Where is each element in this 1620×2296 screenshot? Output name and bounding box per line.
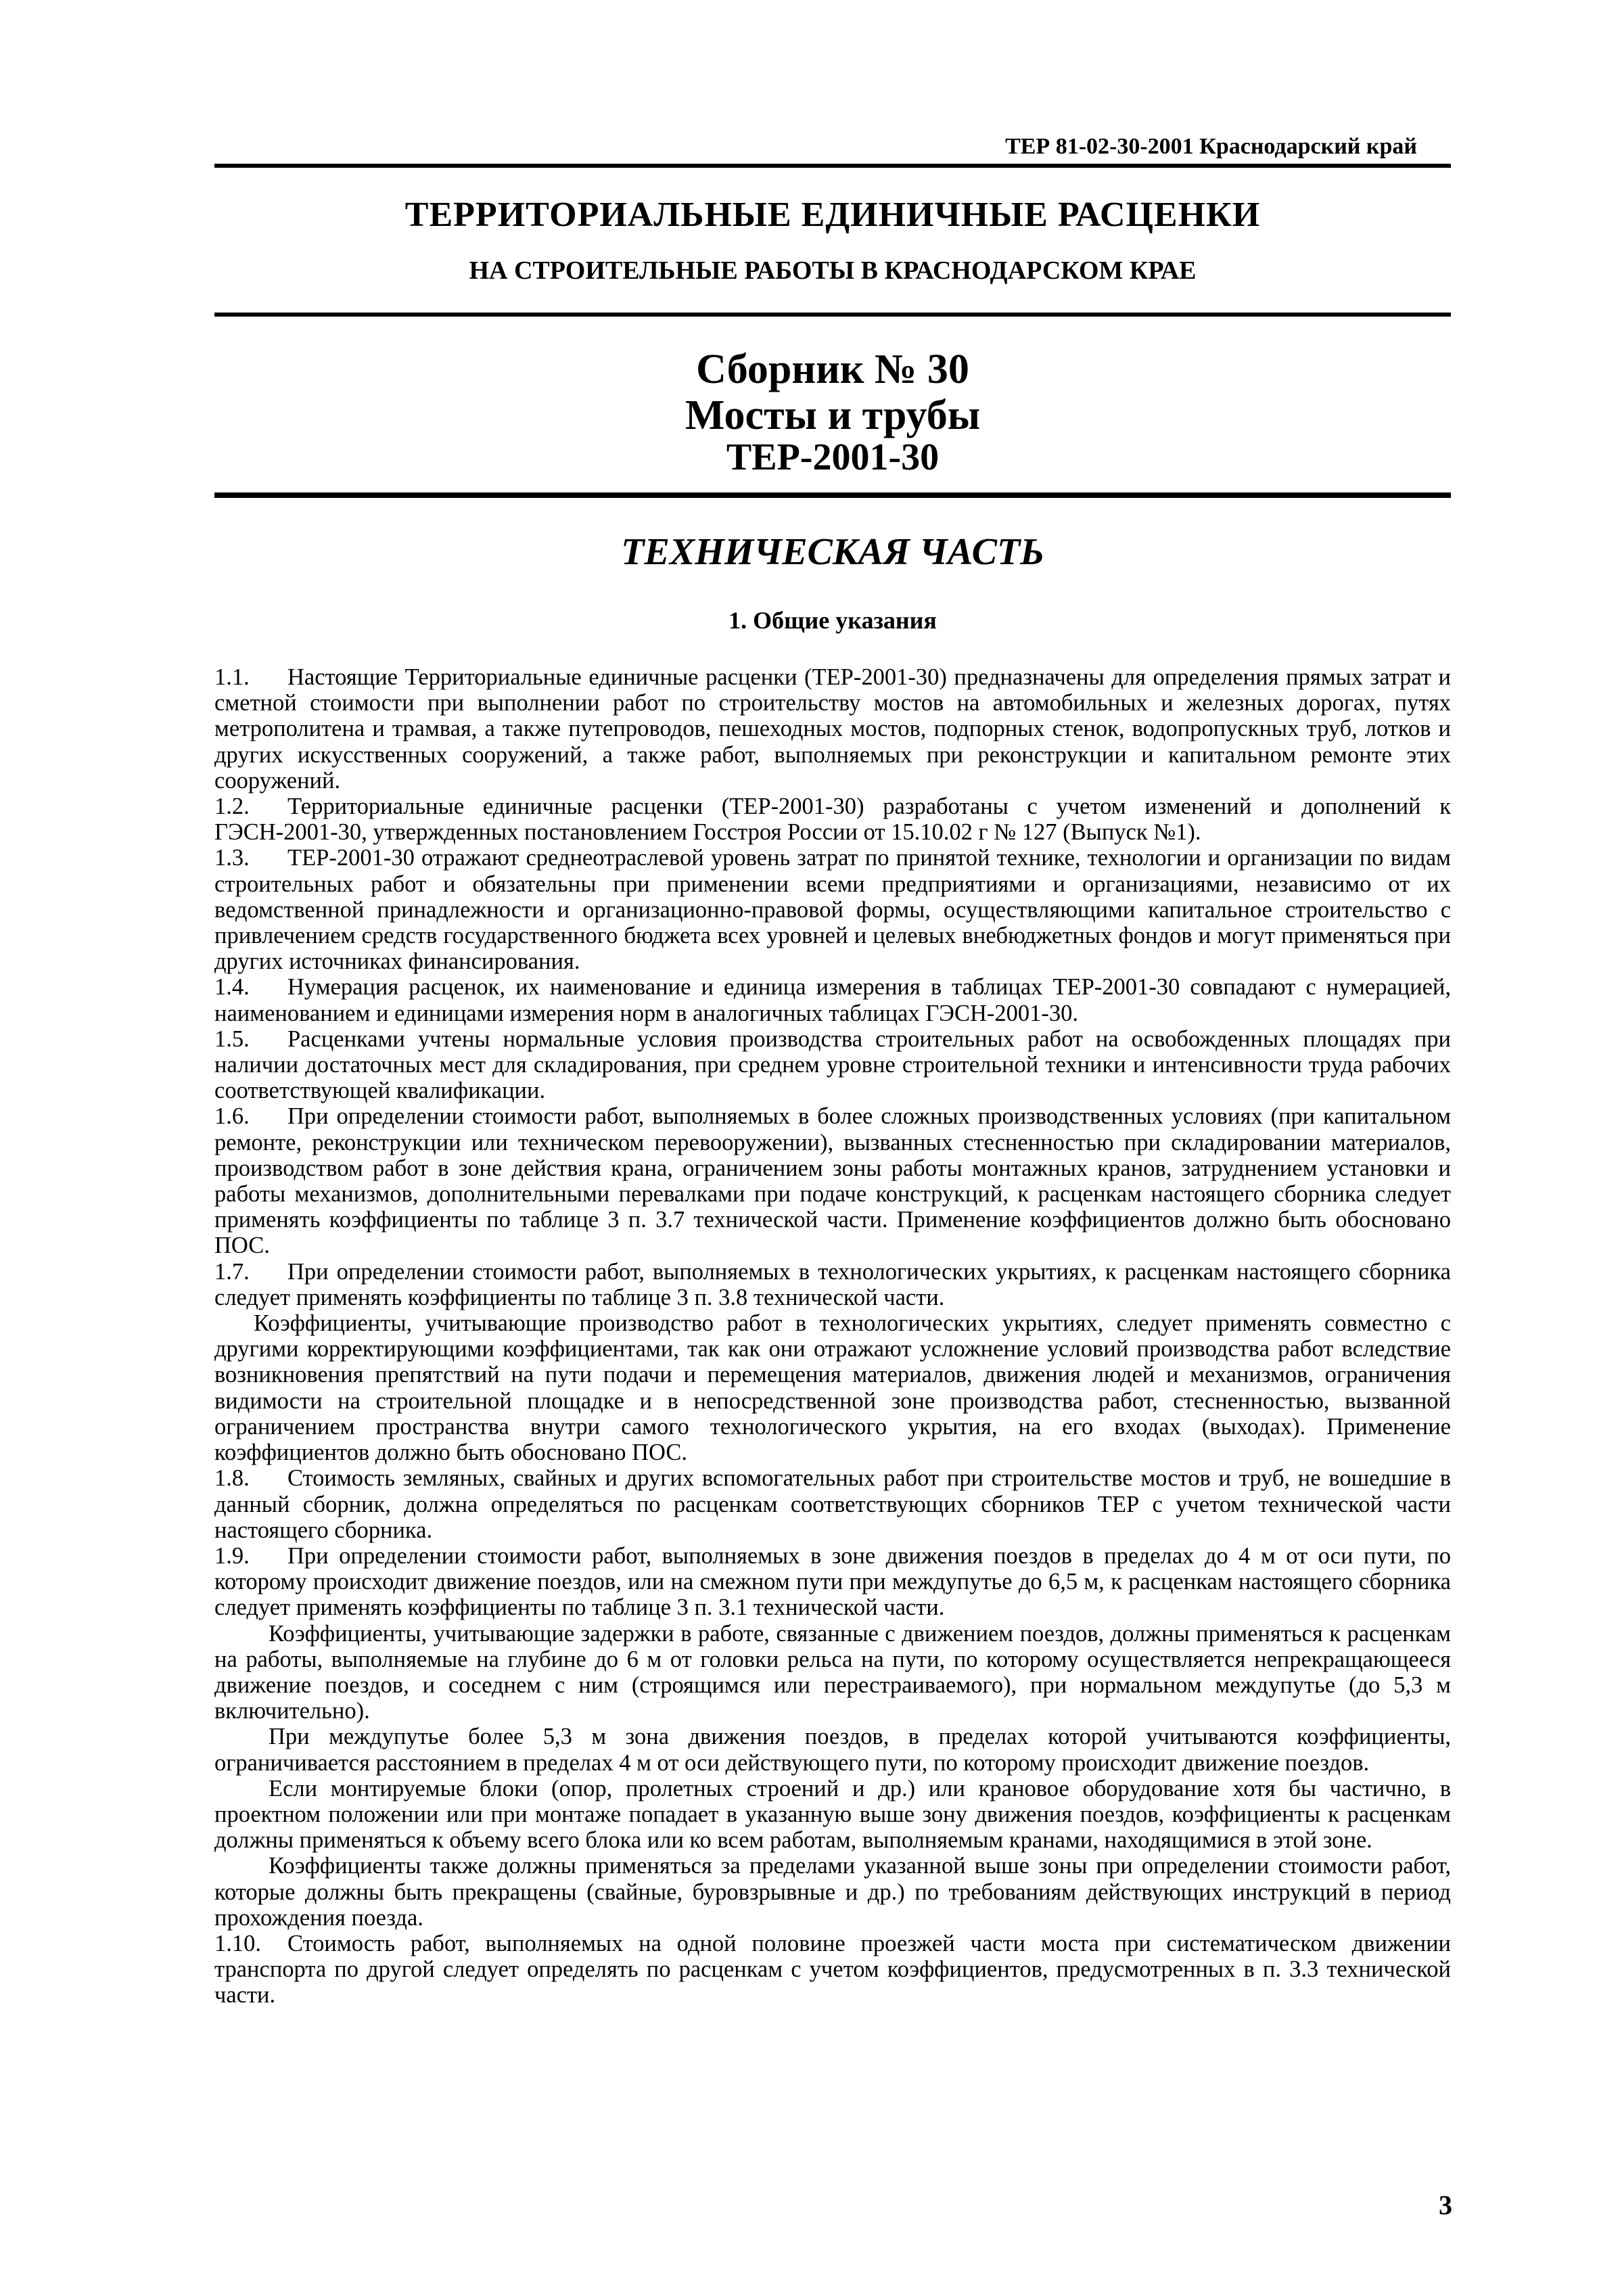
paragraph: [214, 1776, 1451, 1854]
paragraph-text: При определении стоимости работ, выполняемых в технологических укрытиях, к расценкам настоящего сборника следует применять коэффициенты по таблице 3 п. 3.8 технической части.: [214, 1258, 1451, 1310]
paragraph-number: 1.1.: [214, 664, 250, 690]
paragraph: [214, 1103, 1451, 1258]
collection-code: ТЕР-2001-30: [726, 436, 940, 478]
paragraph-text: Территориальные единичные расценки (ТЕР-2001-30) разработаны с учетом изменений и дополнений к ГЭСН-2001-30, утвержденных постановлением Госстроя России от 15.10.02 г № 127 (Выпуск №1).: [214, 794, 1451, 846]
paragraph-number: 1.5.: [214, 1026, 250, 1052]
collection-number: Сборник № 30: [696, 346, 969, 392]
paragraph: [214, 845, 1451, 974]
section-title: 1. Общие указания: [728, 607, 937, 634]
paragraph-text: Стоимость земляных, свайных и других вспомогательных работ при строительстве мостов и труб, не вошедшие в данный сборник, должна определяться по расценкам соответствующих сборников ТЕР с учетом технической части настоящего сборника.: [214, 1465, 1451, 1543]
document-code: ТЕР 81-02-30-2001 Краснодарский край: [1005, 134, 1417, 159]
body-text: [214, 664, 1451, 2008]
paragraph: [214, 974, 1451, 1026]
paragraph-number: 1.8.: [214, 1465, 250, 1492]
paragraph-text: Настоящие Территориальные единичные расценки (ТЕР-2001-30) предназначены для определения прямых затрат и сметной стоимости при выполнении работ по строительству мостов на автомобильных и железных дорогах, путях метрополитена и трамвая, а также путепроводов, пешеходных мостов, подпорных стенок, водопропускных труб, лотков и других искусственных сооружений, а также работ, выполняемых при реконструкции и капитальном ремонте этих сооружений.: [214, 664, 1451, 794]
paragraph-text: Коэффициенты, учитывающие производство работ в технологических укрытиях, следует применять совместно с другими корректирующими коэффициентами, так как они отражают усложнение условий производства работ вследствие возникновения препятствий на пути подачи и перемещения материалов, движения людей и механизмов, ограничения видимости на строительной площадке и в непосредственной зоне производства работ, стесненностью, вызванной ограничением пространства внутри самого технологического укрытия, на его входах (выходах). Применение коэффициентов должно быть обосновано ПОС.: [214, 1310, 1451, 1466]
paragraph-text: ТЕР-2001-30 отражают среднеотраслевой уровень затрат по принятой технике, технологии и организации по видам строительных работ и обязательны при применении всеми предприятиями и организациями, независимо от их ведомственной принадлежности и организационно-правовой формы, осуществляющими капитальное строительство с привлечением средств государственного бюджета всех уровней и целевых внебюджетных фондов и могут применяться при других источниках финансирования.: [214, 845, 1451, 975]
paragraph-text: Стоимость работ, выполняемых на одной половине проезжей части моста при систематическом движении транспорта по другой следует определять по расценкам с учетом коэффициентов, предусмотренных в п. 3.3 технической части.: [214, 1930, 1451, 2008]
document-subtitle: НА СТРОИТЕЛЬНЫЕ РАБОТЫ В КРАСНОДАРСКОМ КРАЕ: [469, 256, 1197, 285]
collection-rule: [214, 492, 1451, 498]
paragraph: [214, 1259, 1451, 1310]
title-rule: [214, 313, 1451, 317]
paragraph: [214, 1026, 1451, 1104]
document-title: ТЕРРИТОРИАЛЬНЫЕ ЕДИНИЧНЫЕ РАСЦЕНКИ: [404, 196, 1261, 234]
page-number: 3: [1439, 2190, 1452, 2220]
paragraph-text: При междупутье более 5,3 м зона движения поездов, в пределах которой учитываются коэффициенты, ограничивается расстоянием в пределах 4 м от оси действующего пути, по которому происходит движение поездов.: [214, 1724, 1451, 1776]
paragraph: [214, 1931, 1451, 2008]
paragraph: [214, 1853, 1451, 1931]
paragraph: [214, 1465, 1451, 1543]
paragraph: [214, 1724, 1451, 1775]
paragraph-text: Расценками учтены нормальные условия производства строительных работ на освобожденных площадях при наличии достаточных мест для складирования, при среднем уровне строительной техники и интенсивности труда рабочих соответствующей квалификации.: [214, 1026, 1451, 1104]
paragraph-number: 1.6.: [214, 1103, 250, 1130]
paragraph: [214, 1543, 1451, 1621]
paragraph-number: 1.4.: [214, 974, 250, 1001]
paragraph-text: При определении стоимости работ, выполняемых в зоне движения поездов в пределах до 4 м от оси пути, по которому происходит движение поездов, или на смежном пути при междупутье до 6,5 м, к расценкам настоящего сборника следует применять коэффициенты по таблице 3 п. 3.1 технической части.: [214, 1542, 1451, 1621]
collection-name: Мосты и трубы: [685, 392, 981, 438]
paragraph-text: Коэффициенты, учитывающие задержки в работе, связанные с движением поездов, должны применяться к расценкам на работы, выполняемые на глубине до 6 м от головки рельса на пути, по которому осуществляется непрекращающееся движение поездов, и соседнем с ним (строящимся или перестраиваемого), при нормальном междупутье (до 5,3 м включительно).: [214, 1620, 1451, 1724]
paragraph: [214, 1310, 1451, 1465]
top-rule: [214, 164, 1451, 168]
paragraph-number: 1.2.: [214, 794, 250, 820]
paragraph-number: 1.7.: [214, 1258, 250, 1285]
paragraph-text: Если монтируемые блоки (опор, пролетных строений и др.) или крановое оборудование хотя бы частично, в проектном положении или при монтаже попадает в указанную выше зону движения поездов, коэффициенты к расценкам должны применяться к объему всего блока или ко всем работам, выполняемым кранами, находящимися в этой зоне.: [214, 1775, 1451, 1854]
paragraph: [214, 664, 1451, 794]
paragraph: [214, 794, 1451, 845]
paragraph-text: При определении стоимости работ, выполняемых в более сложных производственных условиях (при капитальном ремонте, реконструкции или техническом перевооружении), вызванных стесненностью при складировании материалов, производством работ в зоне действия крана, ограничением зоны работы монтажных кранов, затруднением установки и работы механизмов, дополнительными перевалками при подаче конструкций, к расценкам настоящего сборника следует применять коэффициенты по таблице 3 п. 3.7 технической части. Применение коэффициентов должно быть обосновано ПОС.: [214, 1103, 1451, 1259]
paragraph-number: 1.10.: [214, 1930, 261, 1956]
paragraph: [214, 1621, 1451, 1724]
paragraph-text: Нумерация расценок, их наименование и единица измерения в таблицах ТЕР-2001-30 совпадают с нумерацией, наименованием и единицами измерения норм в аналогичных таблицах ГЭСН-2001-30.: [214, 974, 1451, 1026]
paragraph-text: Коэффициенты также должны применяться за пределами указанной выше зоны при определении стоимости работ, которые должны быть прекращены (свайные, буровзрывные и др.) по требованиям действующих инструкций в период прохождения поезда.: [214, 1853, 1451, 1931]
part-title: ТЕХНИЧЕСКАЯ ЧАСТЬ: [621, 531, 1044, 573]
paragraph-number: 1.3.: [214, 845, 250, 871]
paragraph-number: 1.9.: [214, 1542, 250, 1569]
